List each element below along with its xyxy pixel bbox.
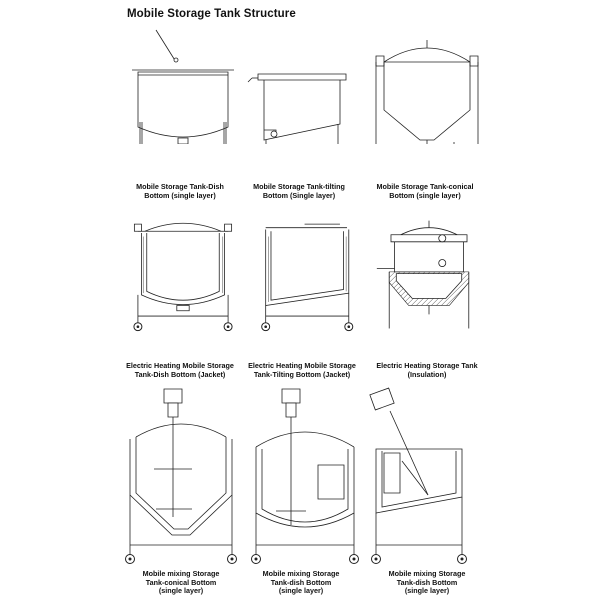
electric-heating-dish-jacket-drawing [118, 210, 248, 332]
mixing-dish-single-drawing-b [362, 385, 492, 565]
caption-line: Electric Heating Mobile Storage [248, 361, 356, 370]
mixing-conical-single-drawing [116, 385, 246, 565]
caption-line: Tank-conical Bottom [145, 577, 217, 587]
caption-line: Tank-Dish Bottom (Jacket) [134, 369, 226, 379]
caption-line: Mobile Storage Tank-conical [376, 182, 474, 191]
caption-line: Mobile Storage Tank-Dish [136, 182, 224, 191]
tank-tilting-single-drawing [236, 22, 366, 144]
page-title: Mobile Storage Tank Structure [127, 8, 296, 20]
caption-line: Mobile mixing Storage [142, 569, 220, 578]
caption-9 [352, 570, 502, 596]
caption-line: Bottom (single layer) [389, 190, 461, 200]
mixing-dish-single-drawing-a [240, 385, 370, 565]
caption-line: Mobile mixing Storage [262, 569, 340, 578]
caption-line: Mobile Storage Tank-tilting [253, 182, 345, 191]
caption-line: Tank-Tilting Bottom (Jacket) [253, 369, 351, 379]
caption-3 [350, 183, 500, 200]
tank-dish-single-drawing [118, 22, 248, 144]
caption-line: Tank-dish Bottom [270, 577, 332, 587]
caption-6 [352, 362, 502, 379]
caption-line: Electric Heating Mobile Storage [126, 361, 234, 370]
caption-line: Bottom (Single layer) [262, 190, 336, 200]
electric-heating-tilting-jacket-drawing [244, 210, 374, 332]
caption-line: Mobile mixing Storage [388, 569, 466, 578]
caption-line: (single layer) [404, 586, 450, 596]
caption-line: Electric Heating Storage Tank [376, 361, 478, 370]
caption-line: (single layer) [278, 586, 324, 596]
tank-conical-single-drawing [362, 22, 492, 144]
caption-line: (single layer) [158, 586, 204, 596]
electric-heating-insulation-drawing [364, 210, 494, 332]
caption-line: Tank-dish Bottom [396, 577, 458, 587]
caption-line: (Insulation) [407, 369, 447, 379]
caption-line: Bottom (single layer) [144, 190, 216, 200]
